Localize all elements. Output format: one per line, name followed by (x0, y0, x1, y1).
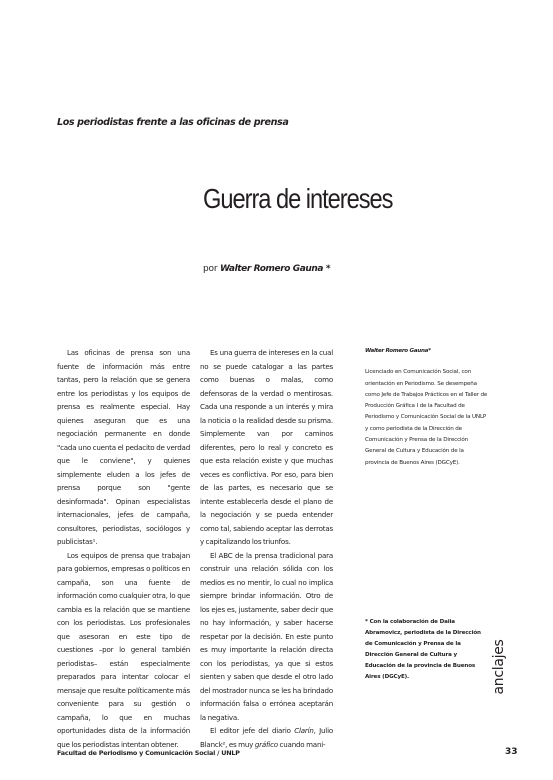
newspaper-name: Clarín (294, 726, 314, 735)
sidebar-author-bio: Licenciado en Comunicación Social, con orientación en Periodismo. Se desempeña como Jefe de Trabajos Prácticos en el Taller de Producción Gráfica I de la Facultad de Periodismo y Comunicación Social de la UNLP y como periodista de la Dirección de Comunicación y Prensa de la Dirección General de Cultura y Educación de la provincia de Buenos Aires (DGCyE). (365, 369, 488, 466)
footnote: * Con la colaboración de Daiia Abramovicz, periodista de la Dirección de Comunicación y Prensa de la Dirección General de Cultura y Educación de la provincia de Buenos Aires (DGCyE). (365, 619, 481, 680)
footer-text: Facultad de Periodismo y Comunicación Social / UNLP (57, 749, 240, 757)
author-sidebar (365, 346, 488, 469)
body-column-1 (57, 346, 190, 751)
paragraph (200, 724, 333, 751)
paragraph: Los equipos de prensa que trabajan para gobiernos, empresas o políticos en campaña, son una fuente de información como cualquier otra, lo que cambia es la relación que se mantiene con los periodistas. Los profesionales que asesoran en este tipo de cuestiones –por lo general también periodistas– están especialmente preparados para intentar colocar el mensaje que resulte políticamente más conveniente para su gestión o campaña, lo que en muchas oportunidades dista de la información que los periodistas intentan obtener. (57, 550, 190, 749)
paragraph: Es una guerra de intereses en la cual no se puede catalogar a las partes como buenas o malas, como defensoras de la verdad o mentirosas. Cada una responde a un interés y mira la noticia o la realidad desde su prisma. Simplemente van por caminos diferentes, pero lo real y concreto es que esta relación existe y que muchas veces es conflictiva. Por eso, para bien de las partes, es necesario que se intente establecerla desde el plano de la negociación y se pueda entender como tal, sabiendo aceptar las derrotas y capitalizando los triunfos. (200, 348, 333, 546)
byline-author: Walter Romero Gauna * (220, 264, 331, 274)
text-run: El editor jefe del diario (210, 726, 295, 735)
article-title: Guerra de intereses (203, 183, 393, 214)
text-run: cuando mani- (277, 739, 326, 749)
paragraph: El ABC de la prensa tradicional para construir una relación sólida con los medios es no mentir, lo cual no implica siempre brindar información. Otro de los ejes es, justamente, saber decir que no hay información, y saber hacerse respetar por la decisión. En este punto es muy importante la relación directa con los periodistas, ya que si estos sienten y saben que desde el otro lado del mostrador nunca se les ha brindado información falsa o errónea aceptarán la negativa. (200, 550, 333, 722)
body-column-2 (200, 346, 333, 751)
page-number: 33 (505, 747, 518, 757)
byline (203, 264, 330, 274)
section-tab (490, 637, 508, 697)
sidebar-author-name: Walter Romero Gauna* (365, 348, 431, 354)
section-tab-label: anclajes (491, 639, 507, 695)
section-kicker: Los periodistas frente a las oficinas de prensa (57, 117, 289, 128)
emphasis: gráfico (254, 739, 278, 749)
byline-prefix: por (203, 264, 218, 274)
paragraph: Las oficinas de prensa son una fuente de información más entre tantas, pero la relación que se genera entre los periodistas y los equipos de prensa es realmente especial. Hay quienes aseguran que es una negociación permanente en donde "cada uno cuenta el pedacito de verdad que le conviene", y quienes simplemente eluden a los jefes de prensa porque son "gente desinformada". Opinan especialistas internacionales, jefes de campaña, consultores, periodistas, sociólogos y publicistas¹. (57, 348, 190, 546)
text-run: , Julio Blanck², es muy (200, 726, 333, 749)
